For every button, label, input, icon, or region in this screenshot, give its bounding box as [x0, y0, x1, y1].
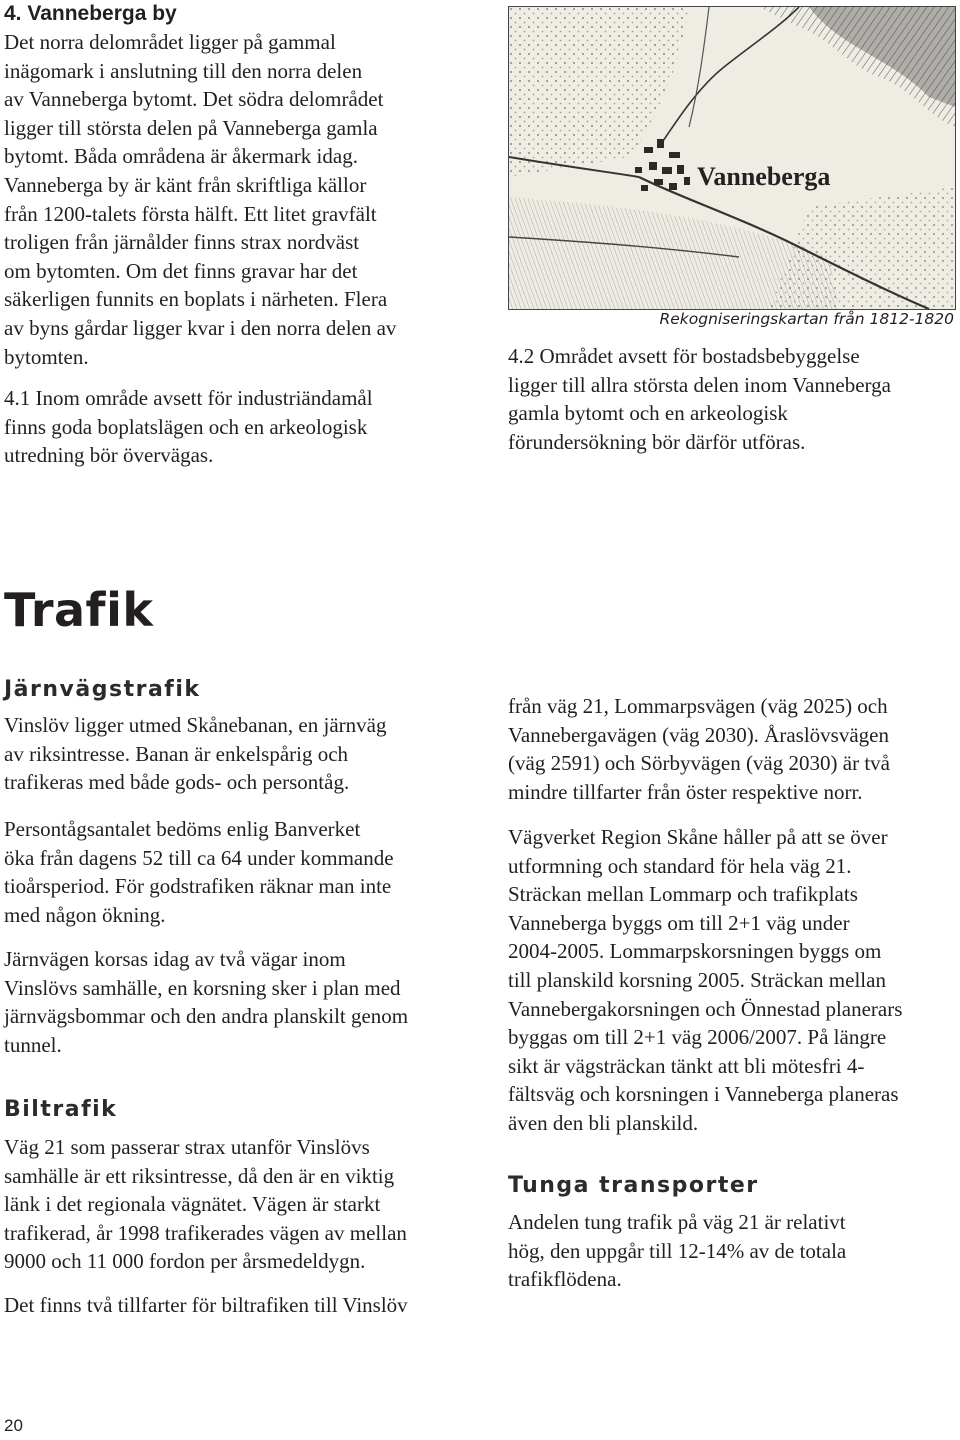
text-line: trafikflödena. [508, 1267, 622, 1292]
text-line: 2004-2005. Lommarpskorsningen byggs om [508, 939, 882, 964]
text-line: hög, den uppgår till 12-14% av de totala [508, 1238, 847, 1263]
text-line: tunnel. [4, 1032, 62, 1057]
text-line: tioårsperiod. För godstrafiken räknar man inte [4, 874, 392, 899]
section-heading: 4. Vanneberga by [4, 2, 177, 25]
text-line: med någon ökning. [4, 902, 166, 927]
text-line: 9000 och 11 000 fordon per årsmedeldygn. [4, 1249, 366, 1274]
text-line: fältsväg och korsningen i Vanneberga planeras [508, 1082, 899, 1107]
text-line: till planskild korsning 2005. Sträckan mellan [508, 967, 886, 992]
text-line: öka från dagens 52 till ca 64 under kommande [4, 845, 394, 870]
text-line: Vinslöv ligger utmed Skånebanan, en järnväg [4, 713, 387, 737]
text-line: mindre tillfarter från öster respektive norr. [508, 779, 863, 804]
text-line: om bytomten. Om det finns gravar har det [4, 258, 358, 283]
map-place-label: Vanneberga [697, 162, 831, 191]
text-line: Sträckan mellan Lommarp och trafikplats [508, 882, 858, 907]
road-paragraph-2 [4, 1291, 484, 1320]
text-line: bytomt. Båda områdena är åkermark idag. [4, 144, 358, 169]
text-line: utformning och standard för hela väg 21. [508, 853, 852, 878]
map-drawing [509, 7, 955, 309]
road-paragraph-1 [4, 1133, 484, 1276]
text-line: länk i det regionala vägnätet. Vägen är starkt [4, 1192, 381, 1217]
text-line: gamla bytomt och en arkeologisk [508, 401, 788, 426]
subheading-road-traffic: Biltrafik [4, 1097, 118, 1122]
historic-map-image [508, 6, 956, 310]
text-line: Väg 21 som passerar strax utanför Vinslövs [4, 1135, 370, 1159]
text-line: trafikeras med både gods- och persontåg. [4, 770, 350, 795]
subheading-heavy-transport: Tunga transporter [508, 1173, 759, 1198]
road-paragraph-vagverket [508, 823, 954, 1138]
text-line: troligen från järnålder finns strax nordväst [4, 230, 360, 255]
text-line: Vannebergakorsningen och Önnestad planerars [508, 996, 903, 1021]
text-line: av Vanneberga bytomt. Det södra delområdet [4, 87, 384, 112]
text-line: Järnvägen korsas idag av två vägar inom [4, 947, 346, 971]
text-line: Vinslövs samhälle, en korsning sker i plan med [4, 975, 401, 1000]
text-line: Det finns två tillfarter för biltrafiken till Vinslöv [4, 1293, 408, 1317]
section-intro-paragraph [4, 28, 484, 371]
page-title: Trafik [4, 583, 154, 637]
page-number: 20 [4, 1416, 23, 1435]
text-line: bytomten. [4, 344, 89, 369]
text-line: Det norra delområdet ligger på gammal [4, 30, 336, 54]
railway-paragraph-1 [4, 711, 484, 797]
text-line: Persontågsantalet bedöms enlig Banverket [4, 817, 361, 841]
heavy-transport-paragraph [508, 1208, 954, 1294]
text-line: byggas om till 2+1 väg 2006/2007. På längre [508, 1025, 887, 1050]
map-caption: Rekogniseringskartan från 1812-1820 [659, 310, 954, 328]
paragraph-4-1 [4, 384, 484, 470]
text-line: från väg 21, Lommarpsvägen (väg 2025) och [508, 694, 888, 718]
text-line: Vannebergavägen (väg 2030). Åraslövsvägen [508, 722, 889, 747]
text-line: ligger till allra största delen inom Vanneberga [508, 372, 891, 397]
text-line: ligger till största delen på Vanneberga gamla [4, 115, 378, 140]
text-line: järnvägsbommar och den andra planskilt genom [4, 1004, 409, 1029]
text-line: av riksintresse. Banan är enkelspårig och [4, 741, 349, 766]
text-line: samhälle är ett riksintresse, då den är en viktig [4, 1163, 395, 1188]
text-line: finns goda boplatslägen och en arkeologisk [4, 414, 368, 439]
text-line: 4.1 Inom område avsett för industriändamål [4, 386, 373, 410]
text-line: inägomark i anslutning till den norra delen [4, 58, 363, 83]
text-line: Vägverket Region Skåne håller på att se över [508, 825, 888, 849]
text-line: av byns gårdar ligger kvar i den norra delen av [4, 315, 397, 340]
text-line: från 1200-talets första hälft. Ett litet gravfält [4, 201, 377, 226]
text-line: Vanneberga by är känt från skriftliga källor [4, 172, 367, 197]
text-line: 4.2 Området avsett för bostadsbebyggelse [508, 344, 860, 368]
paragraph-4-2 [508, 342, 954, 456]
railway-paragraph-2 [4, 815, 484, 929]
railway-paragraph-3 [4, 945, 484, 1059]
text-line: Vanneberga byggs om till 2+1 väg under [508, 910, 850, 935]
text-line: sikt är vägsträckan tänkt att bli mötesfri 4- [508, 1053, 865, 1078]
text-line: även den bli planskild. [508, 1110, 699, 1135]
text-line: (väg 2591) och Sörbyvägen (väg 2030) är två [508, 751, 890, 776]
text-line: utredning bör övervägas. [4, 443, 214, 468]
subheading-railway: Järnvägstrafik [4, 677, 201, 702]
text-line: säkerligen funnits en boplats i närheten. Flera [4, 287, 388, 312]
text-line: förundersökning bör därför utföras. [508, 429, 806, 454]
text-line: trafikerad, år 1998 trafikerades vägen av mellan [4, 1220, 407, 1245]
text-line: Andelen tung trafik på väg 21 är relativt [508, 1210, 846, 1234]
road-paragraph-continued [508, 692, 954, 806]
